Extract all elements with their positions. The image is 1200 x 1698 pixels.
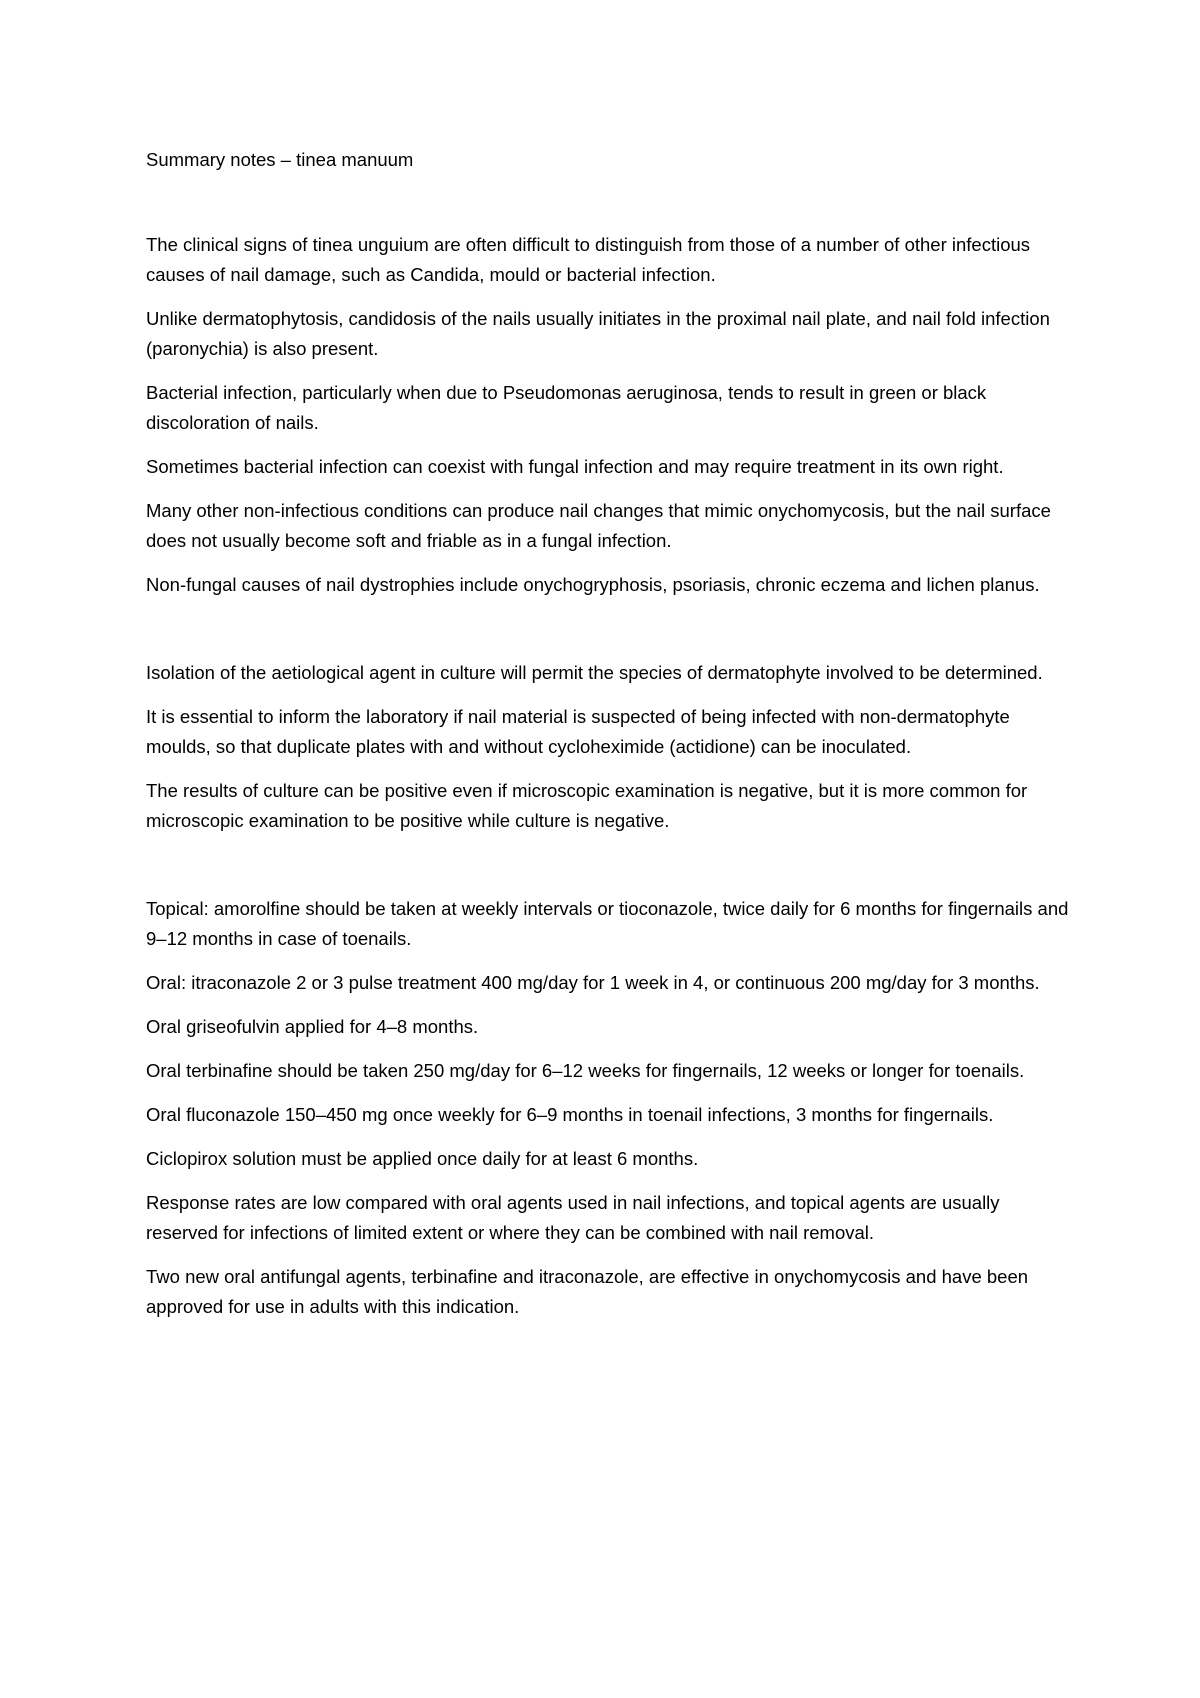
paragraph: The clinical signs of tinea unguium are often difficult to distinguish from those of a number of other infectious causes of nail damage, such as Candida, mould or bacterial infection. [146, 234, 1031, 285]
document-title: Summary notes – tinea manuum [146, 149, 414, 170]
section-differential-diagnosis [146, 230, 1071, 600]
paragraph: Two new oral antifungal agents, terbinafine and itraconazole, are effective in onychomycosis and have been approved for use in adults with this indication. [146, 1266, 1029, 1317]
document-body [146, 145, 1071, 1336]
paragraph: Isolation of the aetiological agent in culture will permit the species of dermatophyte involved to be determined. [146, 662, 1043, 683]
paragraph: Oral griseofulvin applied for 4–8 months. [146, 1016, 479, 1037]
paragraph: Many other non-infectious conditions can produce nail changes that mimic onychomycosis, but the nail surface does not usually become soft and friable as in a fungal infection. [146, 500, 1051, 551]
paragraph: Sometimes bacterial infection can coexist with fungal infection and may require treatment in its own right. [146, 456, 1004, 477]
section-culture [146, 658, 1071, 836]
paragraph: Ciclopirox solution must be applied once daily for at least 6 months. [146, 1148, 699, 1169]
paragraph: Oral: itraconazole 2 or 3 pulse treatment 400 mg/day for 1 week in 4, or continuous 200 mg/day for 3 months. [146, 972, 1040, 993]
paragraph: The results of culture can be positive even if microscopic examination is negative, but it is more common for microscopic examination to be positive while culture is negative. [146, 780, 1028, 831]
paragraph: Response rates are low compared with oral agents used in nail infections, and topical agents are usually reserved for infections of limited extent or where they can be combined with nail removal. [146, 1192, 1000, 1243]
paragraph: Topical: amorolfine should be taken at weekly intervals or tioconazole, twice daily for 6 months for fingernails and 9–12 months in case of toenails. [146, 898, 1069, 949]
paragraph: Oral fluconazole 150–450 mg once weekly for 6–9 months in toenail infections, 3 months for fingernails. [146, 1104, 994, 1125]
paragraph: Bacterial infection, particularly when due to Pseudomonas aeruginosa, tends to result in green or black discoloration of nails. [146, 382, 987, 433]
section-treatment [146, 894, 1071, 1322]
paragraph: Unlike dermatophytosis, candidosis of the nails usually initiates in the proximal nail plate, and nail fold infection (paronychia) is also present. [146, 308, 1050, 359]
paragraph: Non-fungal causes of nail dystrophies include onychogryphosis, psoriasis, chronic eczema and lichen planus. [146, 574, 1040, 595]
paragraph: Oral terbinafine should be taken 250 mg/day for 6–12 weeks for fingernails, 12 weeks or longer for toenails. [146, 1060, 1025, 1081]
paragraph: It is essential to inform the laboratory if nail material is suspected of being infected with non-dermatophyte moulds, so that duplicate plates with and without cycloheximide (actidione) can be inoculated. [146, 706, 1010, 757]
